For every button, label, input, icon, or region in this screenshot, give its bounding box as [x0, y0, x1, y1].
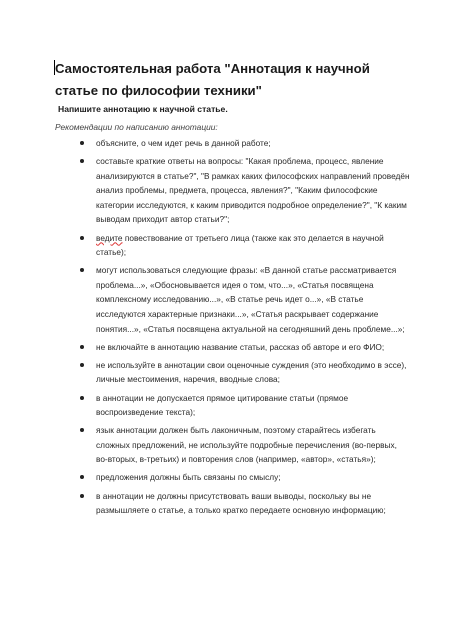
list-item[interactable] [80, 154, 410, 227]
bullet-icon [80, 428, 84, 432]
list-item-text: объясните, о чем идет речь в данной работе; [96, 138, 271, 148]
list-item-text: не используйте в аннотации свои оценочные суждения (это необходимо в эссе), личные местоимения, наречия, вводные слова; [96, 359, 407, 385]
list-item[interactable] [80, 470, 410, 485]
bullet-icon [80, 475, 84, 479]
bullet-icon [80, 141, 84, 145]
bullet-icon [80, 268, 84, 272]
bullet-icon [80, 494, 84, 498]
list-item-text: составьте краткие ответы на вопросы: "Какая проблема, процесс, явление анализируются в статье?", "В рамках каких философских направлений проведён анализ проблемы, предмета, процесса, явления?", "Каким философские категории исследуются, к каким приводится подробное определение?", "К каким выводам приходит автор статьи?"; [96, 156, 410, 225]
bullet-icon [80, 396, 84, 400]
list-item[interactable] [80, 489, 410, 518]
list-item[interactable] [80, 340, 410, 355]
bullet-icon [80, 363, 84, 367]
recommendations-heading[interactable]: Рекомендации по написанию аннотации: [55, 122, 218, 132]
list-item-text: предложения должны быть связаны по смыслу; [96, 472, 281, 483]
task-heading[interactable]: Напишите аннотацию к научной статье. [58, 104, 228, 114]
list-item-text: в аннотации не допускается прямое цитирование статьи (прямое воспроизведение текста); [96, 392, 349, 418]
list-item-text: язык аннотации должен быть лаконичным, поэтому старайтесь избегать сложных предложений, не используйте подробные перечисления (во-первых, во-вторых, в-третьих) и повторения слов (например, «автор», «статья»); [96, 425, 397, 465]
list-item-text: повествование от третьего лица (также как это делается в научной статье); [96, 232, 384, 258]
recommendations-list [80, 136, 410, 521]
list-item[interactable] [80, 231, 410, 260]
list-item-text: в аннотации не должны присутствовать ваши выводы, поскольку вы не размышляете о статье, а только кратко передаете основную информацию; [96, 490, 386, 516]
list-item[interactable] [80, 358, 410, 387]
list-item[interactable] [80, 136, 410, 151]
list-item[interactable] [80, 263, 410, 336]
bullet-icon [80, 236, 84, 240]
list-item-text: могут использоваться следующие фразы: «В данной статье рассматривается проблема...», «Обосновывается идея о том, что...», «Статья посвящена комплексному исследованию...», «В статье речь идет о...», «В статье исследуются характерные признаки...», «Статья раскрывает содержание понятия...», «Статья посвящена актуальной на сегодняшний день проблеме...»; [96, 265, 405, 334]
list-item-text: не включайте в аннотацию название статьи, рассказ об авторе и его ФИО; [96, 341, 385, 352]
bullet-icon [80, 159, 84, 163]
misspelled-word[interactable]: ведите [96, 232, 123, 243]
document-title[interactable]: Самостоятельная работа "Аннотация к научной статье по философии техники" [55, 61, 370, 98]
bullet-icon [80, 345, 84, 349]
list-item[interactable] [80, 423, 410, 467]
list-item[interactable] [80, 391, 410, 420]
